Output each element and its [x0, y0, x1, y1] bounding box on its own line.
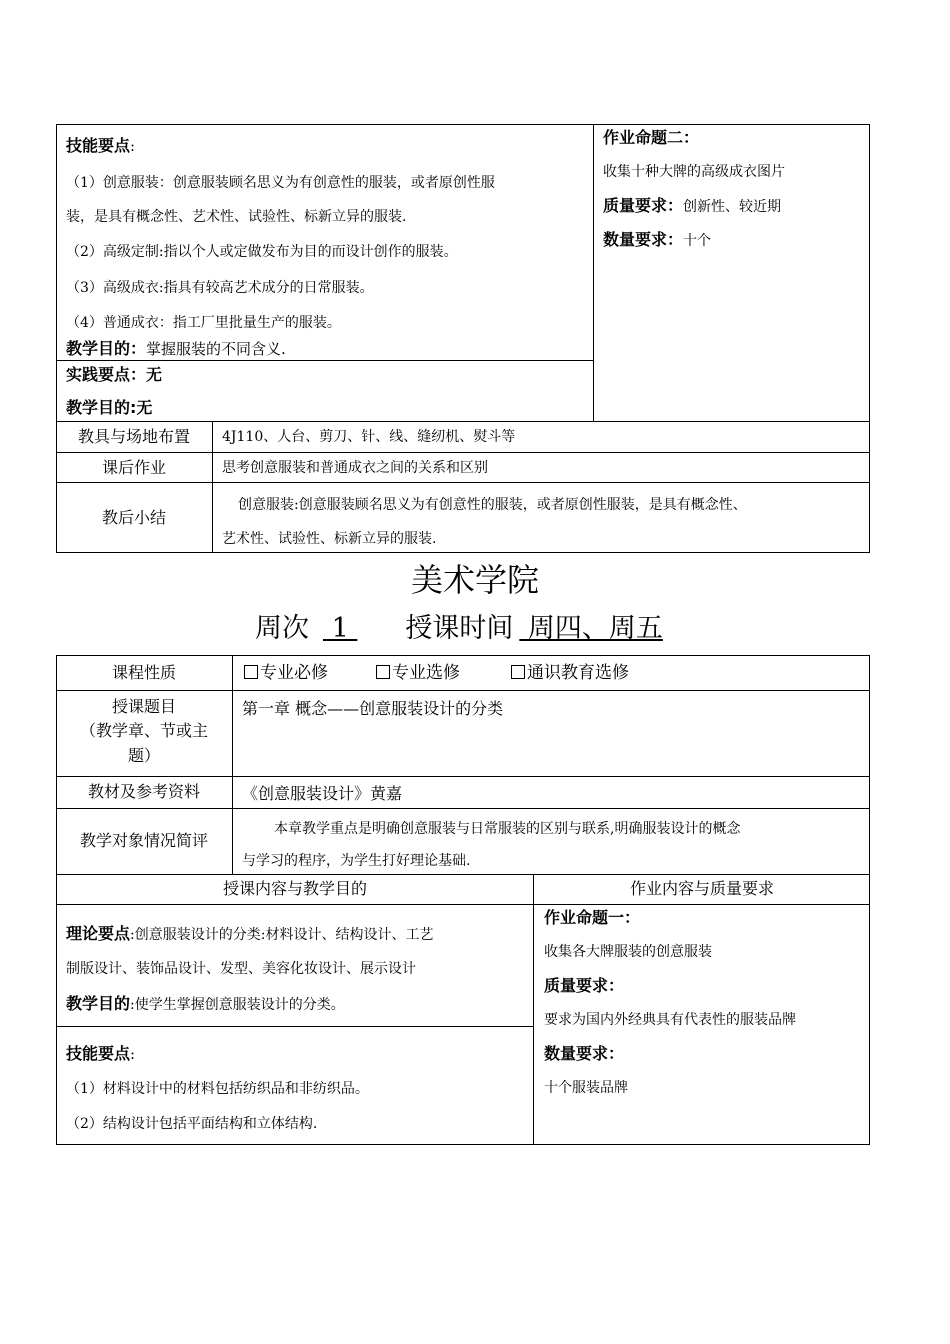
- skills-heading: 技能要点:: [66, 136, 136, 155]
- schedule-line: [255, 612, 669, 646]
- checkbox-icon[interactable]: [511, 665, 525, 679]
- practice-goal: 教学目的:无: [66, 398, 153, 417]
- skill-item: 装，是具有概念性、艺术性、试验性、标新立异的服装.: [66, 209, 407, 225]
- tools-text: 4J110、人台、剪刀、针、线、缝纫机、熨斗等: [222, 429, 516, 445]
- topic-label: 题）: [127, 746, 160, 765]
- summary-text: 创意服装:创意服装顾名思义为有创意性的服装，或者原创性服装，是具有概念性、: [238, 497, 747, 513]
- content-header: 授课内容与教学目的: [222, 879, 367, 898]
- checkbox-elective[interactable]: 专业选修: [376, 664, 460, 682]
- theory-goal: 教学目的:使学生掌握创意服装设计的分类。: [66, 994, 345, 1013]
- homework-text: 思考创意服装和普通成衣之间的关系和区别: [222, 460, 488, 476]
- assignment-1-quantity-text: 十个服装品牌: [544, 1080, 628, 1096]
- theory-point: 制版设计、装饰品设计、发型、美容化妆设计、展示设计: [66, 961, 416, 977]
- assignment-1-quality-text: 要求为国内外经典具有代表性的服装品牌: [544, 1012, 796, 1028]
- teaching-goal: 教学目的：掌握服装的不同含义.: [66, 339, 286, 358]
- assignment-2-quality: 质量要求：创新性、较近期: [603, 196, 782, 215]
- checkbox-icon[interactable]: [244, 665, 258, 679]
- theory-point: 理论要点:创意服装设计的分类:材料设计、结构设计、工艺: [66, 924, 434, 943]
- material-text: 《创意服装设计》黄嘉: [242, 784, 403, 803]
- college-title: 美术学院: [410, 561, 539, 599]
- time-label: 授课时间: [405, 613, 514, 644]
- summary-label: 教后小结: [101, 508, 166, 527]
- summary-text: 艺术性、试验性、标新立异的服装.: [222, 531, 437, 547]
- time-value: 周四、周五: [519, 613, 663, 644]
- topic-label: 授课题目: [111, 697, 176, 716]
- assignment-1-title: 作业命题一：: [544, 908, 641, 927]
- student-assessment-text: 本章教学重点是明确创意服装与日常服装的区别与联系,明确服装设计的概念: [274, 821, 741, 837]
- skill-item: （1）创意服装：创意服装顾名思义为有创意性的服装，或者原创性服: [66, 175, 495, 191]
- topic-label: （教学章、节或主: [79, 721, 208, 740]
- student-assessment-label: 教学对象情况简评: [79, 831, 208, 850]
- assignment-1-quantity-label: 数量要求：: [544, 1044, 625, 1063]
- checkbox-required[interactable]: 专业必修: [244, 664, 328, 682]
- assignment-2-quantity: 数量要求：十个: [603, 230, 712, 249]
- course-nature-label: 课程性质: [111, 663, 176, 682]
- week-value: 1: [323, 613, 358, 644]
- material-label: 教材及参考资料: [87, 782, 200, 801]
- assignment-1-text: 收集各大牌服装的创意服装: [544, 944, 712, 960]
- homework-label: 课后作业: [101, 458, 166, 477]
- skill-item: （4）普通成衣：指工厂里批量生产的服装。: [66, 315, 341, 331]
- skill-item: （2）高级定制:指以个人或定做发布为目的而设计创作的服装。: [66, 244, 458, 260]
- checkbox-icon[interactable]: [376, 665, 390, 679]
- topic-text: 第一章 概念——创意服装设计的分类: [242, 699, 504, 718]
- skills-heading: 技能要点:: [66, 1044, 136, 1063]
- skill-item: （3）高级成衣:指具有较高艺术成分的日常服装。: [66, 280, 374, 296]
- tools-label: 教具与场地布置: [77, 427, 190, 446]
- skill-item: （2）结构设计包括平面结构和立体结构.: [66, 1116, 318, 1132]
- assignment-header: 作业内容与质量要求: [629, 879, 774, 898]
- assignment-2-title: 作业命题二：: [603, 128, 700, 147]
- assignment-1-quality-label: 质量要求：: [544, 976, 625, 995]
- week-label: 周次: [255, 613, 309, 644]
- student-assessment-text: 与学习的程序，为学生打好理论基础.: [242, 853, 471, 869]
- assignment-2-text: 收集十种大牌的高级成衣图片: [603, 164, 785, 180]
- skill-item: （1）材料设计中的材料包括纺织品和非纺织品。: [66, 1081, 369, 1097]
- practice-point: 实践要点：无: [66, 365, 163, 384]
- checkbox-general[interactable]: 通识教育选修: [511, 664, 629, 682]
